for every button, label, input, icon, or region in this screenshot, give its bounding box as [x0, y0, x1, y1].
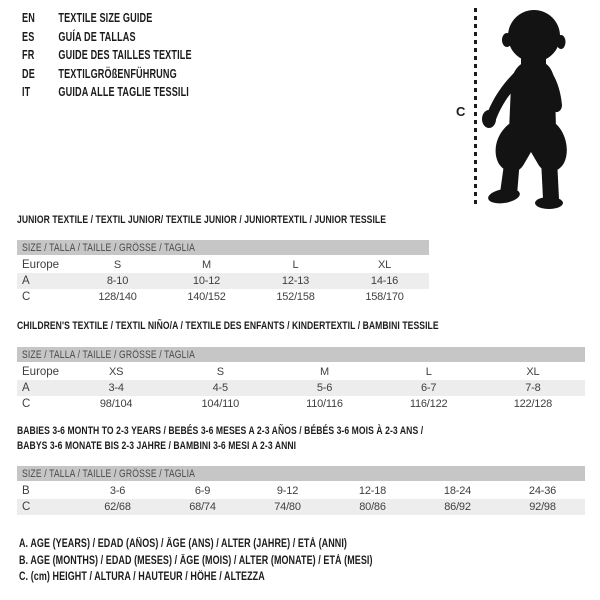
cell-value: 18-24: [443, 485, 472, 497]
size-table-section-babies: [17, 424, 585, 515]
cell-value: 92/98: [500, 499, 585, 515]
cell-value: 140/152: [187, 291, 226, 303]
row-label: Europe: [22, 259, 60, 271]
cell-value: M: [319, 366, 329, 378]
cell-value: 5-6: [272, 380, 376, 396]
cell-value: 152/158: [276, 291, 315, 303]
language-row: [22, 29, 192, 48]
size-header-row: [17, 466, 585, 482]
language-code: DE: [22, 65, 35, 81]
cell-value: 122/128: [513, 398, 553, 410]
row-label: B: [22, 485, 30, 497]
cell-value: 6-7: [377, 380, 481, 396]
language-title: GUIDE DES TAILLES TEXTILE: [58, 47, 192, 63]
size-table-section-junior: [17, 213, 429, 305]
cell-value: 68/74: [160, 499, 245, 515]
cell-value: 14-16: [340, 273, 429, 289]
language-title: TEXTILGRÖßENFÜHRUNG: [58, 65, 177, 81]
footnotes: [19, 536, 472, 586]
language-code: FR: [22, 47, 35, 63]
size-table: [17, 466, 585, 515]
row-label: C: [22, 398, 31, 410]
size-header-row: [17, 347, 585, 363]
size-header-text: SIZE / TALLA / TAILLE / GRÖSSE / TAGLIA: [22, 348, 195, 361]
cell-value: M: [202, 259, 211, 271]
cell-value: XS: [108, 366, 124, 378]
size-header-text: SIZE / TALLA / TAILLE / GRÖSSE / TAGLIA: [22, 241, 195, 254]
cell-value: 24-36: [528, 485, 557, 497]
table-row: [17, 256, 429, 273]
cell-value: XL: [526, 366, 540, 378]
table-row: [17, 273, 429, 289]
language-code: IT: [22, 84, 31, 100]
cell-value: 6-9: [194, 485, 211, 497]
cell-value: L: [292, 259, 299, 271]
table-row: [17, 289, 429, 305]
size-header-cell: [17, 466, 585, 482]
language-row: [22, 66, 192, 85]
row-label: C: [22, 291, 31, 303]
cell-value: 9-12: [276, 485, 299, 497]
baby-silhouette-icon: [479, 5, 576, 209]
cell-value: 128/140: [98, 291, 137, 303]
language-row: [22, 84, 192, 103]
size-table: [17, 240, 429, 305]
cell-value: S: [113, 259, 122, 271]
size-header-row: [17, 240, 429, 256]
cell-value: XL: [377, 259, 392, 271]
row-label: A: [17, 273, 73, 289]
table-title: [17, 424, 585, 454]
cell-value: 110/116: [306, 398, 343, 410]
language-code: EN: [22, 10, 35, 25]
table-title-line: BABYS 3-6 MONATE BIS 2-3 JAHRE / BAMBINI 3-6 MESI A 2-3 ANNI: [17, 440, 297, 452]
cell-value: 10-12: [162, 273, 251, 289]
table-row: [17, 499, 585, 515]
cell-value: 86/92: [415, 499, 500, 515]
cell-value: 4-5: [168, 380, 272, 396]
table-row: [17, 482, 585, 499]
language-row: [22, 10, 192, 29]
height-measure-dashed-line: [474, 8, 477, 208]
language-title: TEXTILE SIZE GUIDE: [58, 10, 153, 25]
size-table: [17, 347, 585, 412]
cell-value: 62/68: [75, 499, 160, 515]
language-title: GUIDA ALLE TAGLIE TESSILI: [58, 84, 189, 100]
footnote: A. AGE (YEARS) / EDAD (AÑOS) / ÂGE (ANS) / ALTER (JAHRE) / ETÀ (ANNI): [19, 538, 347, 550]
cell-value: 12-13: [251, 273, 340, 289]
size-header-cell: [17, 347, 585, 363]
row-label: A: [17, 380, 64, 396]
cell-value: 12-18: [358, 485, 387, 497]
size-header-cell: [17, 240, 429, 256]
footnote: B. AGE (MONTHS) / EDAD (MESES) / ÂGE (MOIS) / ALTER (MONATE) / ETÀ (MESI): [19, 554, 373, 567]
cell-value: 116/122: [409, 398, 448, 410]
size-table-section-children: [17, 319, 585, 412]
table-row: [17, 396, 585, 412]
language-title: GUÍA DE TALLAS: [58, 28, 136, 44]
cell-value: 3-6: [109, 485, 126, 497]
footnote: C. (cm) HEIGHT / ALTURA / HAUTEUR / HÖHE / ALTEZZA: [19, 571, 265, 583]
table-title-line: CHILDREN'S TEXTILE / TEXTIL NIÑO/A / TEXTILE DES ENFANTS / KINDERTEXTIL / BAMBINI TESSILE: [17, 320, 439, 332]
cell-value: S: [216, 366, 224, 378]
language-list: [22, 10, 264, 103]
table-title-line: BABIES 3-6 MONTH TO 2-3 YEARS / BEBÉS 3-6 MESES A 2-3 AÑOS / BÉBÉS 3-6 MOIS À 2-3 ANS /: [17, 425, 424, 437]
cell-value: 98/104: [99, 398, 133, 410]
cell-value: 7-8: [481, 380, 585, 396]
row-label: C: [17, 499, 75, 515]
table-title: [17, 213, 429, 228]
language-row: [22, 47, 192, 66]
cell-value: L: [425, 366, 432, 378]
row-label: Europe: [22, 366, 60, 378]
cell-value: 3-4: [64, 380, 168, 396]
height-measure-label: C: [456, 104, 466, 119]
cell-value: 104/110: [201, 398, 240, 410]
cell-value: 8-10: [73, 273, 162, 289]
cell-value: 80/86: [330, 499, 415, 515]
size-header-text: SIZE / TALLA / TAILLE / GRÖSSE / TAGLIA: [22, 467, 195, 480]
table-row: [17, 363, 585, 380]
cell-value: 74/80: [245, 499, 330, 515]
table-title: [17, 319, 585, 334]
table-row: [17, 380, 585, 396]
language-code: ES: [22, 28, 35, 44]
table-title-line: JUNIOR TEXTILE / TEXTIL JUNIOR/ TEXTILE JUNIOR / JUNIORTEXTIL / JUNIOR TESSILE: [17, 214, 387, 226]
cell-value: 158/170: [365, 291, 404, 303]
